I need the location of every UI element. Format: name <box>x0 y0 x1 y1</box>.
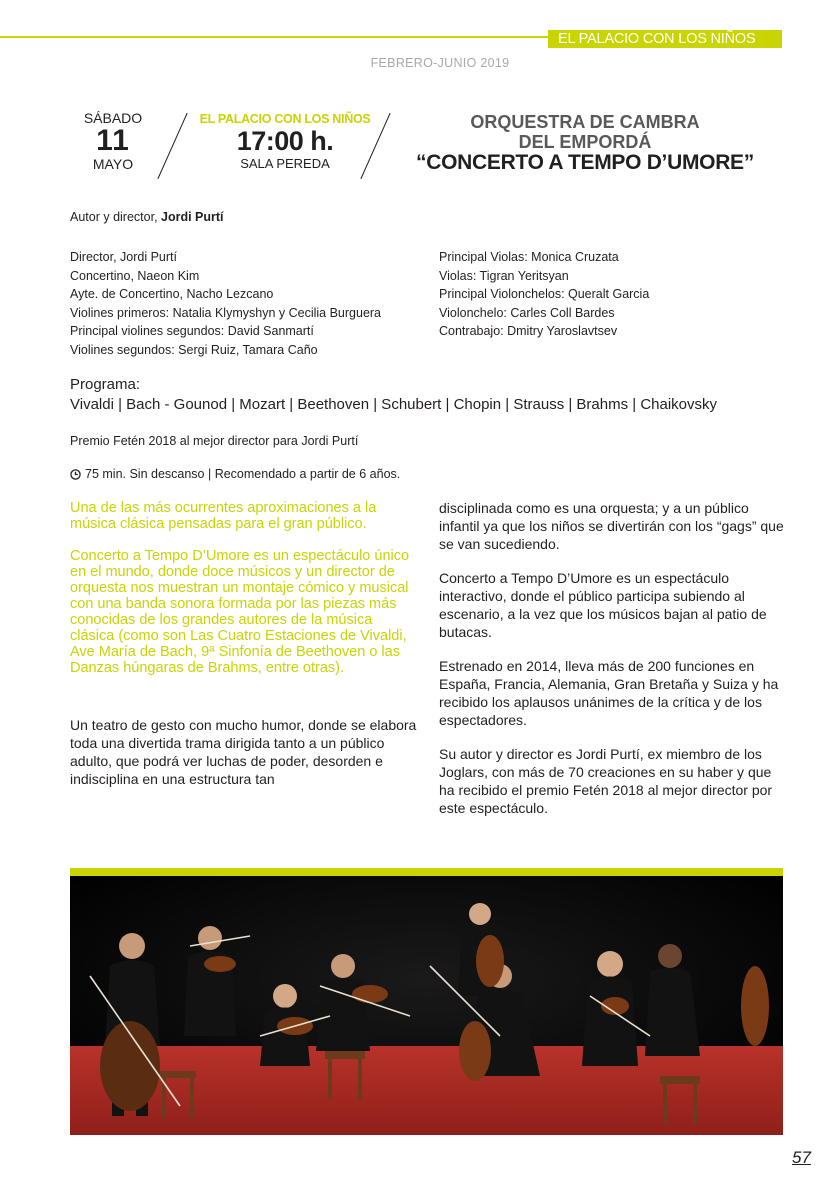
credit-line: Principal Violas: Monica Cruzata <box>439 250 619 264</box>
body-paragraph: Estrenado en 2014, lleva más de 200 funciones en España, Francia, Alemania, Gran Bretaña y Suiza y ha recibido los aplausos unánimes de la crítica y de los espectadores. <box>439 658 779 728</box>
event-title <box>400 112 770 174</box>
credit-line: Violines primeros: Natalia Klymyshyn y Cecilia Burguera <box>70 305 382 320</box>
body-paragraph: Concerto a Tempo D’Umore es un espectáculo interactivo, donde el público participa subiendo al escenario, a la vez que los músicos bajan al patio de butacas. <box>439 570 767 640</box>
credit-line: Concertino, Naeon Kim <box>70 268 200 283</box>
lead-paragraph: Concerto a Tempo D’Umore es un espectáculo único en el mundo, donde doce músicos y un director de orquesta nos muestran un montaje cómico y musical con una banda sonora formada por las piezas más conocidas de los grandes autores de la música clásica (como son Las Cuatro Estaciones de Vivaldi, Ave María de Bach, 9ª Sinfonía de Beethoven o las Danzas húngaras de Brahms, entre otras). <box>70 548 410 676</box>
separator-slash <box>157 113 187 179</box>
author-prefix: Autor y director, <box>70 210 162 224</box>
event-title-line3: “CONCERTO A TEMPO D’UMORE” <box>416 151 754 174</box>
programa <box>70 375 717 415</box>
author-name: Jordi Purtí <box>161 210 224 224</box>
credit-line: Violas: Tigran Yeritsyan <box>439 268 569 283</box>
event-title-line1: ORQUESTRA DE CAMBRA <box>470 112 700 132</box>
event-time-block <box>188 112 382 171</box>
credit-line: Director, Jordi Purtí <box>70 250 177 264</box>
event-day-number: 11 <box>96 124 130 157</box>
body-column-right <box>439 499 789 833</box>
event-time: 17:00 h. <box>236 126 334 156</box>
body-paragraph: disciplinada como es una orquesta; y a un público infantil ya que los niños se divertirán con los “gags” que se van sucediendo. <box>439 500 784 552</box>
credit-line: Principal violines segundos: David Sanmartí <box>70 324 314 339</box>
programa-composers: Vivaldi | Bach - Gounod | Mozart | Beethoven | Schubert | Chopin | Strauss | Brahms | Chaikovsky <box>70 396 718 413</box>
credit-line: Contrabajo: Dmitry Yaroslavtsev <box>439 324 618 339</box>
body-paragraph: Un teatro de gesto con mucho humor, donde se elabora toda una divertida trama dirigida tanto a un público adulto, que podrá ver luchas de poder, desorden e indisciplina en una estructura tan <box>70 717 417 787</box>
credit-line: Violines segundos: Sergi Ruiz, Tamara Caño <box>70 342 318 357</box>
event-month: MAYO <box>92 156 134 172</box>
programa-label: Programa: <box>70 376 141 393</box>
section-tag: EL PALACIO CON LOS NIÑOS <box>548 30 782 48</box>
orchestra-photo <box>70 876 783 1135</box>
credit-line: Principal Violonchelos: Queralt Garcia <box>439 287 650 302</box>
season-period: FEBRERO-JUNIO 2019 <box>370 56 510 70</box>
event-date <box>76 110 150 172</box>
credits-right <box>439 248 649 341</box>
photo-accent-bar <box>70 868 783 876</box>
body-paragraph: Su autor y director es Jordi Purtí, ex miembro de los Joglars, con más de 70 creaciones en su haber y que ha recibido el premio Fetén 2018 al mejor director por este espectáculo. <box>439 746 773 816</box>
clock-icon <box>70 469 81 480</box>
page-number: 57 <box>792 1148 811 1167</box>
duration-line <box>70 465 400 484</box>
author-line <box>70 210 224 224</box>
body-column-left <box>70 500 420 804</box>
header-rule <box>0 36 548 38</box>
duration-text: 75 min. Sin descanso | Recomendado a partir de 6 años. <box>85 467 401 481</box>
orchestra-illustration <box>70 876 783 1135</box>
event-day-name: SÁBADO <box>83 110 143 126</box>
credit-line: Ayte. de Concertino, Nacho Lezcano <box>70 287 274 302</box>
lead-paragraph: Una de las más ocurrentes aproximaciones a la música clásica pensadas para el gran público. <box>70 500 377 532</box>
event-venue: SALA PEREDA <box>240 156 330 171</box>
award-line: Premio Fetén 2018 al mejor director para Jordi Purtí <box>70 434 359 448</box>
event-series: EL PALACIO CON LOS NIÑOS <box>199 112 371 126</box>
credit-line: Violonchelo: Carles Coll Bardes <box>439 305 615 320</box>
credits-left <box>70 248 381 360</box>
event-title-line2: DEL EMPORDÁ <box>518 132 652 152</box>
